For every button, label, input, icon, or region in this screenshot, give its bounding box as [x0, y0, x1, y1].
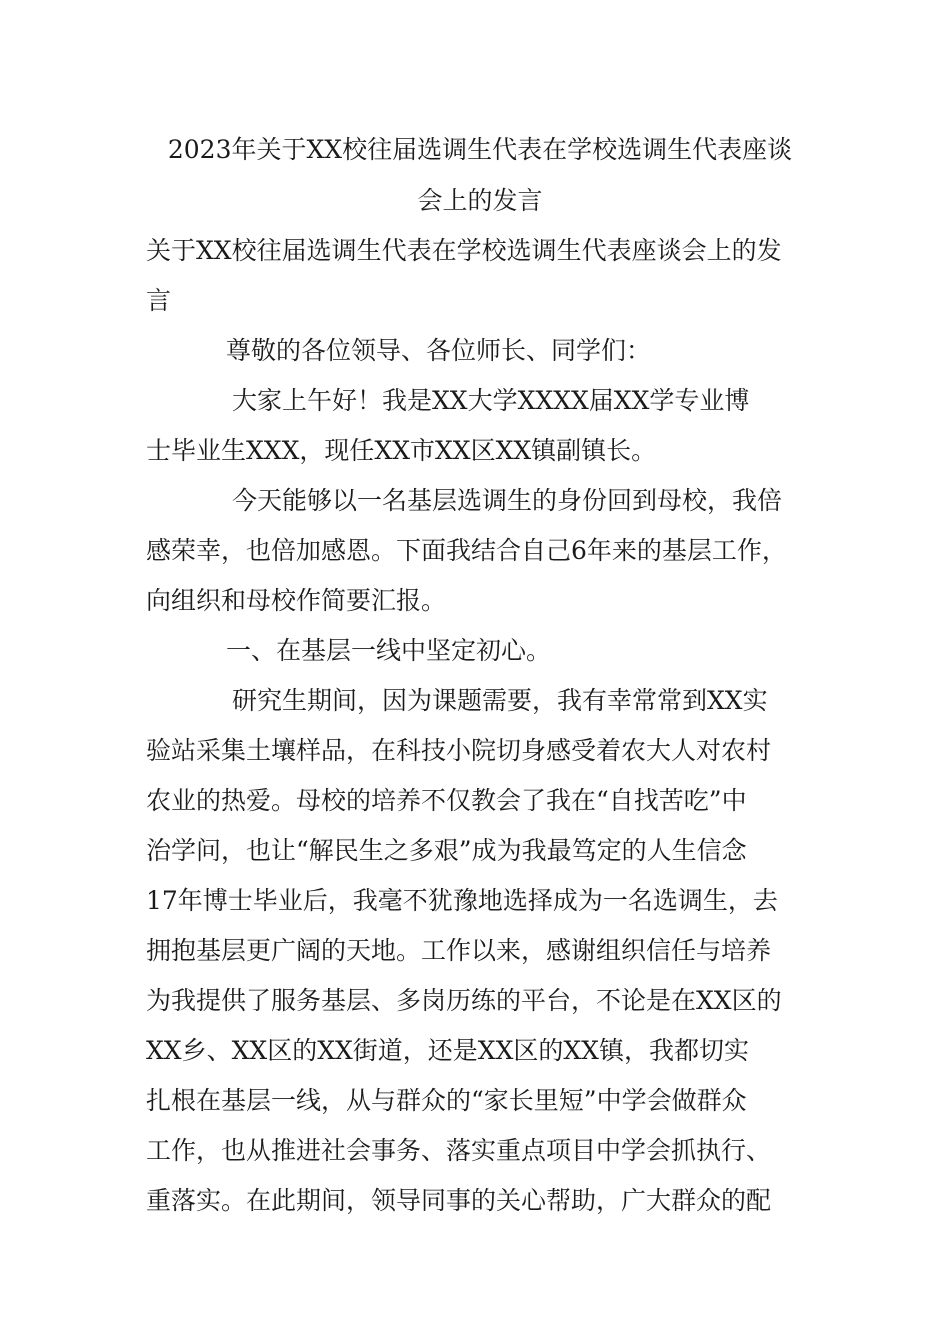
paragraph-line: 验站采集土壤样品，在科技小院切身感受着农大人对农村	[146, 736, 772, 765]
paragraph-line: 感荣幸，也倍加感恩。下面我结合自己6年来的基层工作，	[146, 536, 787, 565]
paragraph-line: 重落实。在此期间，领导同事的关心帮助，广大群众的配	[146, 1186, 772, 1215]
subtitle-line-2: 言	[146, 286, 172, 315]
section-heading: 一、在基层一线中坚定初心。	[226, 636, 552, 665]
paragraph-line: 士毕业生XXX，现任XX市XX区XX镇副镇长。	[146, 436, 657, 465]
document-title-line-1: 2023年关于XX校往届选调生代表在学校选调生代表座谈	[167, 135, 793, 164]
paragraph-line: 拥抱基层更广阔的天地。工作以来，感谢组织信任与培养	[146, 936, 772, 965]
subtitle-line-1: 关于XX校往届选调生代表在学校选调生代表座谈会上的发	[146, 236, 782, 265]
paragraph-line: 今天能够以一名基层选调生的身份回到母校，我倍	[232, 486, 783, 515]
paragraph-line: 为我提供了服务基层、多岗历练的平台，不论是在XX区的	[146, 986, 782, 1015]
paragraph-line: 治学问，也让“解民生之多艰”成为我最笃定的人生信念	[146, 836, 747, 865]
paragraph-line: XX乡、XX区的XX街道，还是XX区的XX镇，我都切实	[146, 1036, 749, 1065]
paragraph-line: 向组织和母校作简要汇报。	[146, 586, 447, 615]
paragraph-line: 工作，也从推进社会事务、落实重点项目中学会抓执行、	[146, 1136, 772, 1165]
salutation: 尊敬的各位领导、各位师长、同学们：	[226, 336, 652, 365]
paragraph-line: 17年博士毕业后，我毫不犹豫地选择成为一名选调生，去	[146, 886, 778, 915]
paragraph-line: 大家上午好！我是XX大学XXXX届XX学专业博	[232, 386, 750, 415]
paragraph-line: 研究生期间，因为课题需要，我有幸常常到XX实	[232, 686, 768, 715]
document-title-line-2: 会上的发言	[417, 186, 543, 215]
paragraph-line: 扎根在基层一线，从与群众的“家长里短”中学会做群众	[146, 1086, 747, 1115]
paragraph-line: 农业的热爱。母校的培养不仅教会了我在“自找苦吃”中	[146, 786, 747, 815]
